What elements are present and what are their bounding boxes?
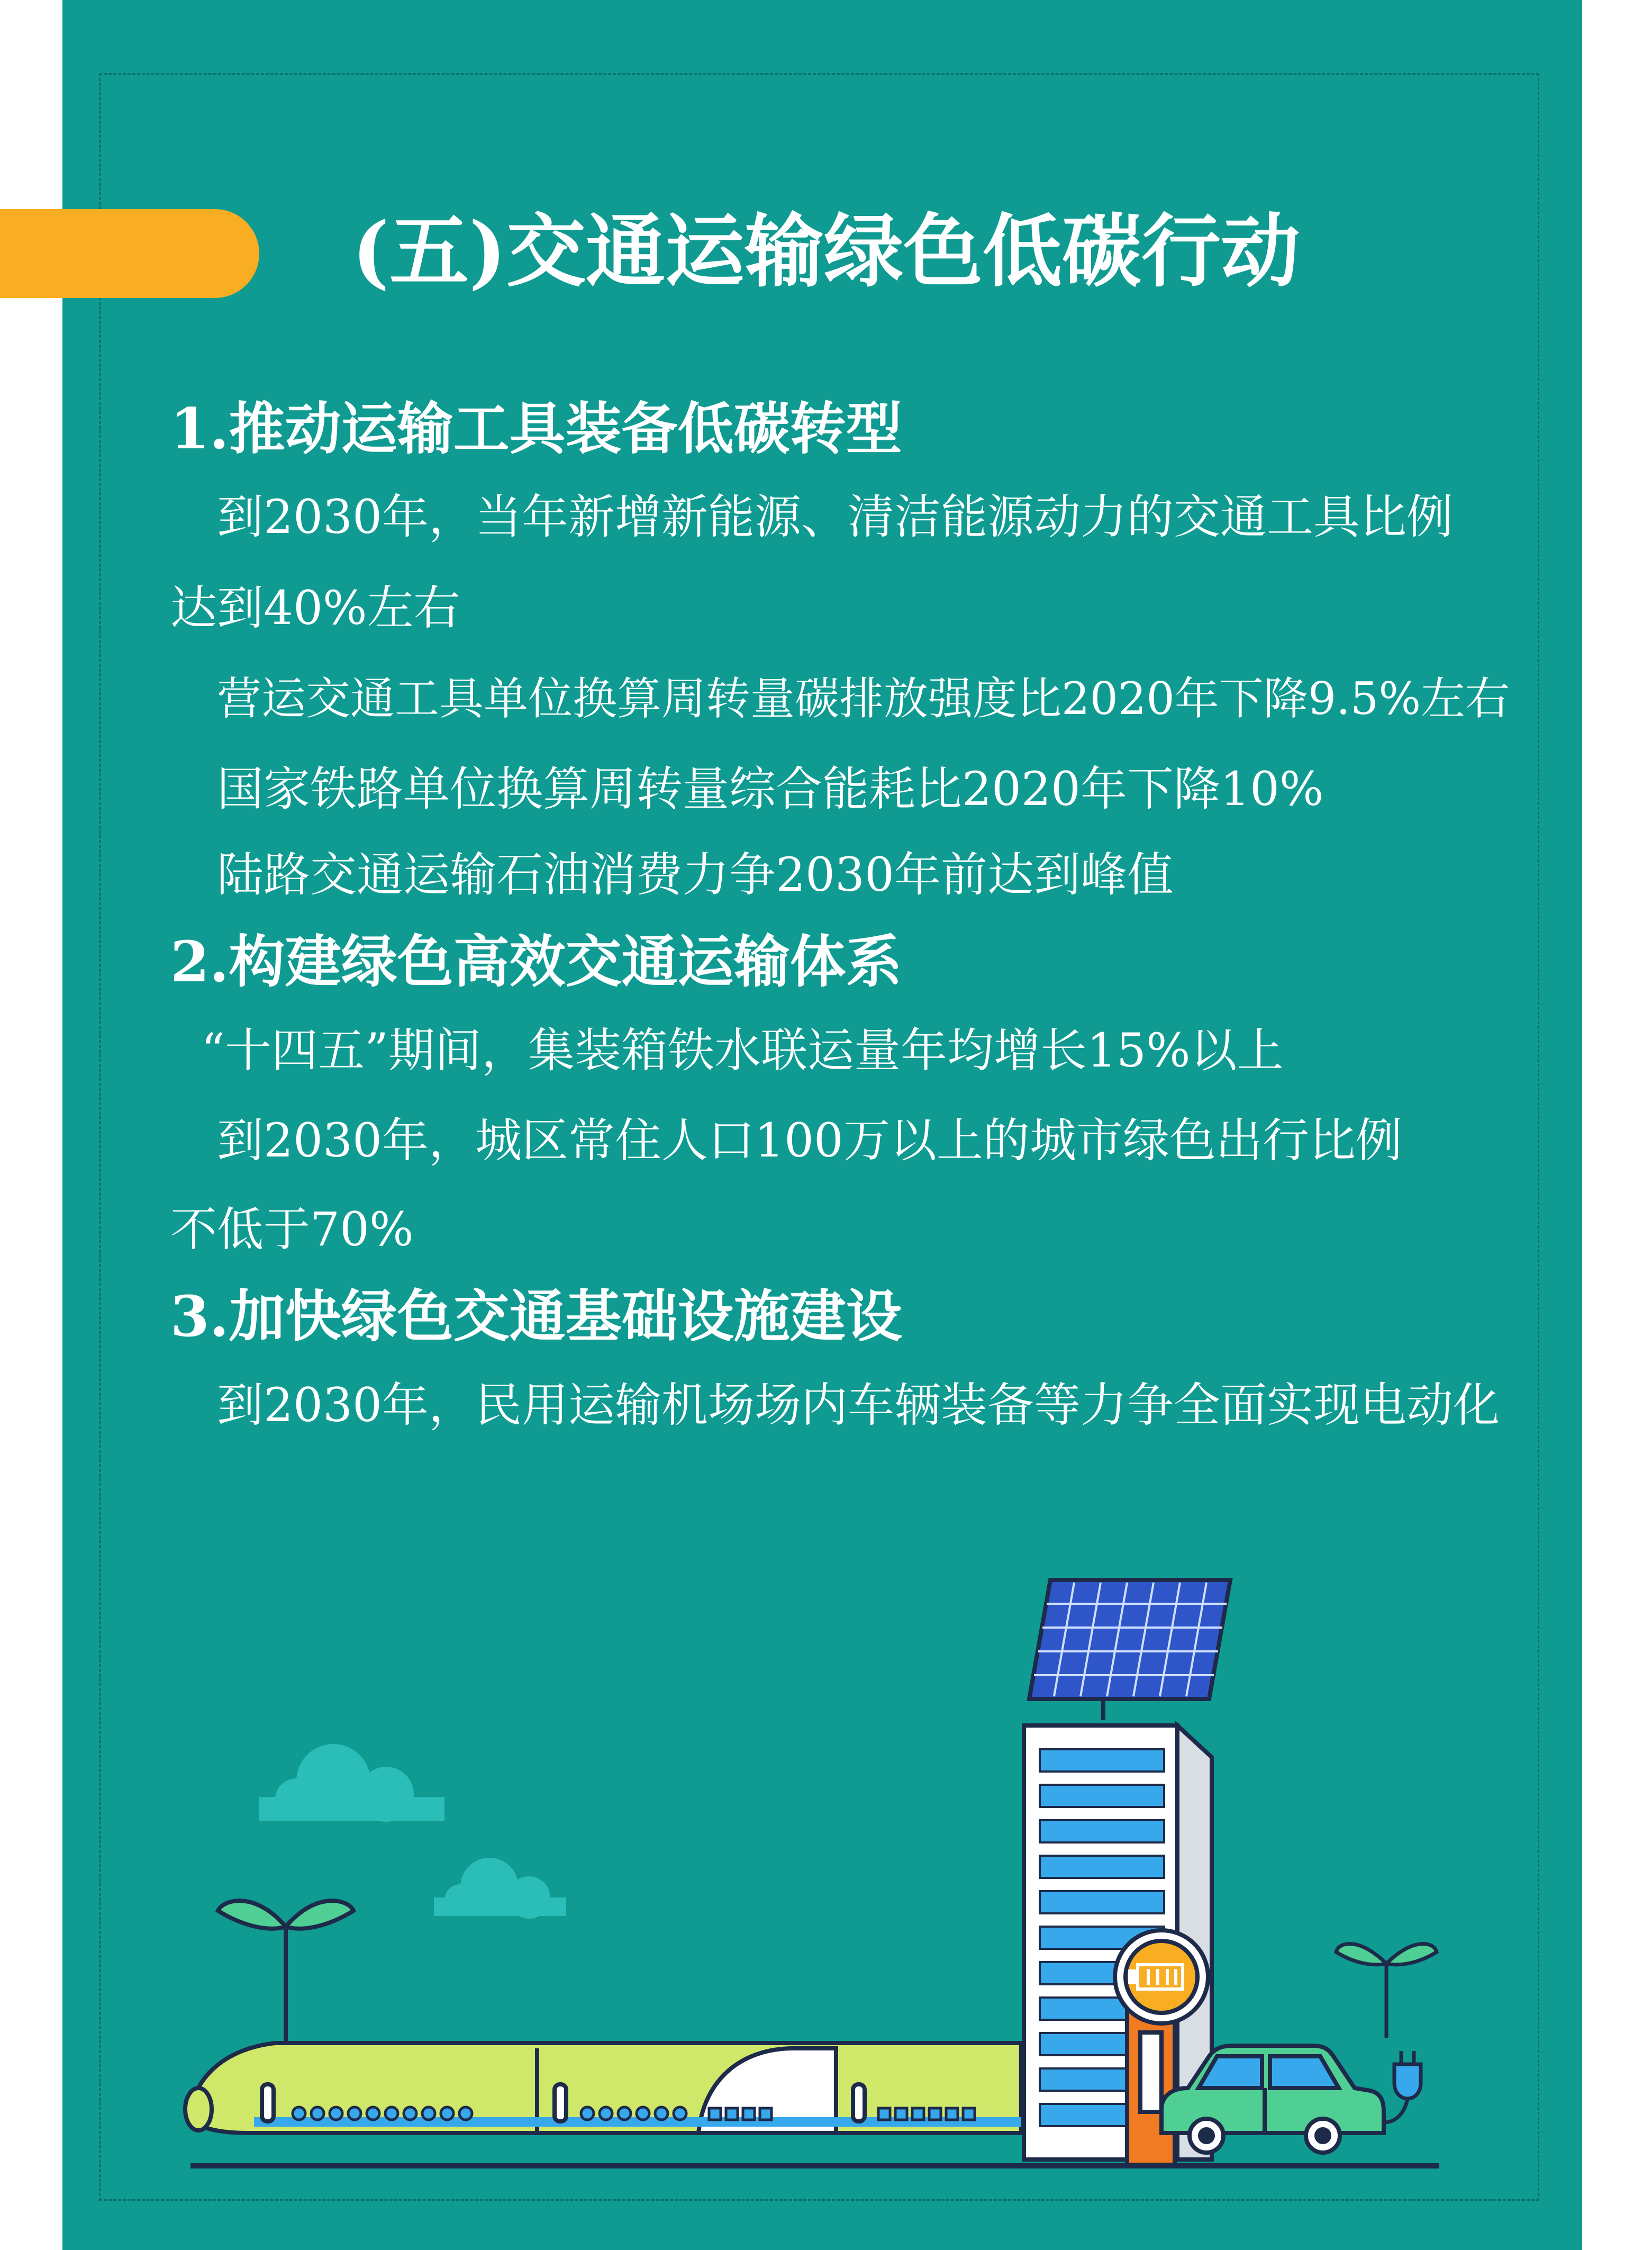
- section-3-line-1: 到2030年，民用运输机场场内车辆装备等力争全面实现电动化: [217, 1378, 1500, 1432]
- section-1-line-1: 到2030年，当年新增新能源、清洁能源动力的交通工具比例: [217, 490, 1453, 544]
- section-2-line-3: 不低于70%: [170, 1202, 414, 1257]
- section-1-line-4: 国家铁路单位换算周转量综合能耗比2020年下降10%: [217, 762, 1324, 816]
- page-title: (五)交通运输绿色低碳行动: [352, 205, 1300, 298]
- sprout-icon: [218, 1901, 353, 2043]
- sprout-icon: [1336, 1944, 1437, 2038]
- section-1-line-2: 达到40%左右: [170, 581, 460, 635]
- section-2-line-2: 到2030年，城区常住人口100万以上的城市绿色出行比例: [217, 1113, 1402, 1168]
- cloud-icon: [434, 1858, 566, 1919]
- section-1-line-5: 陆路交通运输石油消费力争2030年前达到峰值: [217, 847, 1174, 902]
- section-2-line-1: “十四五”期间，集装箱铁水联运量年均增长15%以上: [201, 1023, 1284, 1078]
- section-heading-3: 3.加快绿色交通基础设施建设: [170, 1283, 902, 1349]
- cloud-icon: [259, 1744, 444, 1822]
- section-heading-1: 1.推动运输工具装备低碳转型: [170, 395, 902, 462]
- section-heading-2: 2.构建绿色高效交通运输体系: [170, 928, 902, 995]
- section-1-line-3: 营运交通工具单位换算周转量碳排放强度比2020年下降9.5%左右: [217, 673, 1510, 725]
- plug-icon: [1384, 2051, 1421, 2122]
- solar-panel-icon: [1029, 1580, 1230, 1720]
